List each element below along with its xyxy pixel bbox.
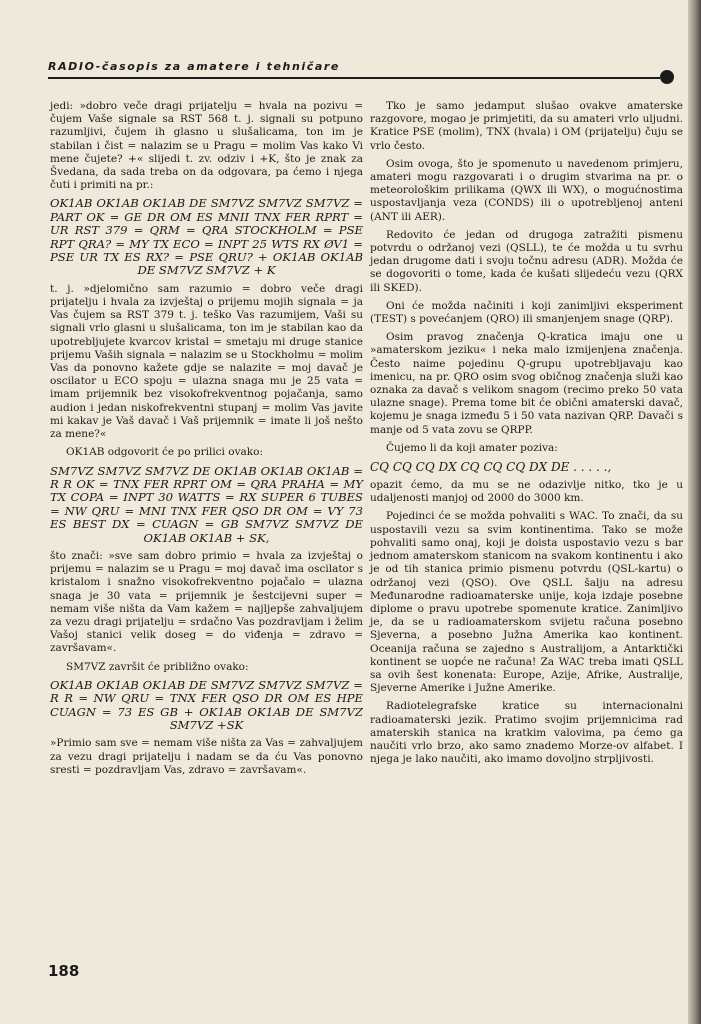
header-rule — [48, 77, 660, 79]
header-title: RADIO-časopis za amatere i tehničare — [48, 60, 340, 73]
cq-call-example: CQ CQ CQ DX CQ CQ CQ DX DE . . . . ., — [370, 460, 612, 475]
body-paragraph: Radiotelegrafske kratice su internacionalni radioamaterski jezik. Pratimo svojim prijemnicima rad amaterskih stanica na kratkim valovima, pa ćemo ga naučiti vrlo brzo, ako samo znademo Morze-ov alfabet. I njega je lako naučiti, ako imamo dovoljno strpljivosti. — [370, 700, 683, 766]
left-column — [50, 100, 363, 782]
body-paragraph: Tko je samo jedamput slušao ovakve amaterske razgovore, mogao je primjetiti, da su amateri vrlo uljudni. Kratice PSE (molim), TNX (hvala) i OM (prijatelju) čuju se vrlo često. — [370, 100, 683, 152]
right-column — [370, 100, 683, 771]
body-paragraph: jedi: »dobro veče dragi prijatelju = hvala na pozivu = čujem Vaše signale sa RST 568 t. j. signali su potpuno razumljivi, čujem ih glasno u slušalicama, ton im je stabilan i čist = nalazim se u Pragu = molim Vas kako Vi mene čujete? +« slijedi t. zv. odziv i +K, što je znak za Švedana, da sada treba on da odgovara, pa ćemo i njega čuti i primiti na pr.: — [50, 100, 363, 192]
body-paragraph: opazit ćemo, da mu se ne odazivlje nitko, tko je u udaljenosti manjoj od 2000 do 3000 km. — [370, 479, 683, 505]
header-bullet-icon — [660, 70, 674, 84]
body-paragraph: OK1AB odgovorit će po prilici ovako: — [66, 446, 263, 459]
body-paragraph: Pojedinci će se možda pohvaliti s WAC. To znači, da su uspostavili vezu sa svim kontinentima. Tako se može pohvaliti samo onaj, koji je doista uspostavio vezu s bar jednom amaterskom stanicom na svakom kontinentu i ako je od tih stanica primio pismenu potvrdu (QSL-kartu) o održanoj vezi (QSO). Ove QSLL šalju na adresu Međunarodne radioamaterske unije, koja izdaje posebne diplome o pravu upotrebe spomenute kratice. Zanimljivo je, da se u radioamaterskom svijetu računa posebno Sjeverna, a posebno Južna Amerika kao kontinent. Oceanija računa se zajedno s Australijom, a Antarktički kontinent se uopće ne računa! Za WAC treba imati QSLL sa ovih šest konenata: Europe, Azije, Afrike, Australije, Sjeverne Amerike i Južne Amerike. — [370, 510, 683, 695]
call-sign-transmission: SM7VZ SM7VZ SM7VZ DE OK1AB OK1AB OK1AB = R R OK = TNX FER RPRT OM = QRA PRAHA = MY TX COPA = INPT 30 WATTS = RX SUPER 6 TUBES = NW QRU = MNI TNX FER QSO DR OM = VY 73 ES BEST DX = CUAGN = GB SM7VZ SM7VZ DE OK1AB OK1AB + SK, — [50, 463, 363, 545]
body-paragraph: Redovito će jedan od drugoga zatražiti pismenu potvrdu o održanoj vezi (QSLL), te će možda u tu svrhu jedan drugome dati i svoju točnu adresu (ADR). Možda će se dogovoriti o tome, kada će kušati slijedeću vezu (QRX ili SKED). — [370, 228, 683, 294]
running-header — [48, 60, 680, 84]
body-paragraph: SM7VZ završit će približno ovako: — [66, 660, 249, 673]
body-paragraph: Oni će možda načiniti i koji zanimljivi eksperiment (TEST) s povećanjem (QRO) ili smanjenjem snage (QRP). — [370, 299, 683, 326]
body-paragraph: Osim ovoga, što je spomenuto u navedenom primjeru, amateri mogu razgovarati i o drugim stvarima na pr. o meteorološkim prilikama (QWX ili WX), o mogućnostima uspostavljanja veza (CONDS) ili o upotrebljenoj anteni (ANT ili AER). — [370, 157, 683, 223]
call-sign-transmission: OK1AB OK1AB OK1AB DE SM7VZ SM7VZ SM7VZ = R R = NW QRU = TNX FER QSO DR OM ES HPE CUAGN = 73 ES GB + OK1AB OK1AB DE SM7VZ SM7VZ +SK — [50, 677, 363, 732]
body-paragraph: što znači: »sve sam dobro primio = hvala za izvještaj o prijemu = nalazim se u Pragu = moj davač ima oscilator s kristalom i snažno visokofrekventno pojačalo = ulazna snaga je 30 vata = prijemnik je šestcijevni super = nemam više ništa da Vam kažem = najljepše zahvaljujem za vezu dragi prijatelju = srdačno Vas pozdravljam i želim Vašoj stanici velik doseg = do viđenja = zdravo = završavam«. — [50, 549, 363, 655]
body-paragraph: Osim pravog značenja Q-kratica imaju one u »amaterskom jeziku« i neka malo izmijenjena značenja. Često naime pojedinu Q-grupu upotrebljavaju kao imenicu, na pr. QRO osim svog običnog značenja služi kao oznaka za davač s velikom snagom (recimo preko 50 vata ulazne snage). Prema tome bit će obični amaterski davač, kojemu je snaga između 5 i 50 vata nazivan QRP. Davači s manje od 5 vata zovu se QRPP. — [370, 331, 683, 436]
page-edge — [688, 0, 701, 1024]
body-paragraph: t. j. »djelomično sam razumio = dobro veče dragi prijatelju i hvala za izvještaj o prijemu mojih signala = ja Vas čujem sa RST 379 t. j. teško Vas razumijem, Vaši su signali vrlo glasni u slušalicama, ton im je stabilan kao da upotrebljujete kvarcov kristal = smetaju mi druge stanice prijemu Vaših signala = nalazim se u Stockholmu = molim Vas da ponovno kažete gdje se nalazite = moj davač je oscilator u ECO spoju = ulazna snaga mu je 25 vata = imam prijemnik bez visokofrekventnog pojačanja, samo audion i jedan niskofrekventni stupanj = molim Vas javite mi kakav je Vaš davač i Vaš prijemnik = imate li još nešto za mene?« — [50, 282, 363, 441]
body-paragraph: »Primio sam sve = nemam više ništa za Vas = zahvaljujem za vezu dragi prijatelju i nadam se da ću Vas ponovno sresti = pozdravljam Vas, zdravo = završavam«. — [50, 737, 363, 776]
page-number: 188 — [48, 962, 80, 980]
body-paragraph: Čujemo li da koji amater poziva: — [386, 441, 558, 454]
call-sign-transmission: OK1AB OK1AB OK1AB DE SM7VZ SM7VZ SM7VZ = PART OK = GE DR OM ES MNII TNX FER RPRT = UR RST 379 = QRM = QRA STOCKHOLM = PSE RPT QRA? = MY TX ECO = INPT 25 WTS RX ØV1 = PSE UR TX ES RX? = PSE QRU? + OK1AB OK1AB DE SM7VZ SM7VZ + K — [50, 196, 363, 278]
